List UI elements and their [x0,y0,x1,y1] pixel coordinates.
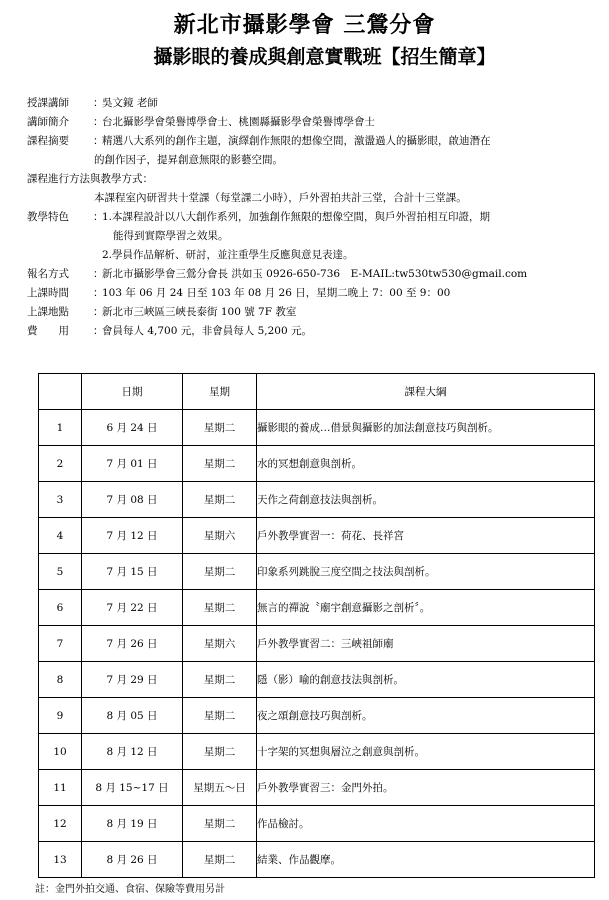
summary-value-cont: 的創作因子，提昇創意無限的影藝空間。 [94,154,283,166]
page-title: 新北市攝影學會 三鶯分會 [173,12,436,38]
bio-row: 講師簡介 ： 台北攝影學會榮譽博學會士、桃園縣攝影學會榮譽博學會士 [27,113,602,132]
schedule-table [38,373,595,878]
row-day: 星期六 [183,626,257,662]
table-row [39,446,595,482]
summary-row: 課程摘要 ： 精選八大系列的創作主題，演繹創作無限的想像空間，激盪過人的攝影眼，啟迪潛在 [27,132,602,151]
row-date: 7 月 29 日 [82,662,183,698]
instructor-row: 授課講師 ： 吳文鏡 老師 [27,94,602,113]
row-day: 星期二 [183,410,257,446]
row-number: 8 [39,662,82,698]
fee-label: 費 用 [27,325,69,337]
header-no [39,374,82,410]
table-row [39,842,595,878]
fee-value: 會員每人 4,700 元，非會員每人 5,200 元。 [102,325,312,337]
registration-row: 報名方式 ： 新北市攝影學會三鶯分會長 洪如玉 0926-650-736 E-MAIL:tw530tw530@gmail.com [27,265,602,284]
features-item-1-cont: 能得到實際學習之效果。 [113,230,229,242]
row-topic: 戶外教學實習二：三峽祖師廟 [257,626,595,662]
row-topic: 戶外教學實習三：金門外拍。 [257,770,595,806]
schedule-body [39,410,595,878]
page-subtitle: 攝影眼的養成與創意實戰班【招生簡章】 [153,46,496,68]
row-topic: 隱（影）喻的創意技法與剖析。 [257,662,595,698]
row-day: 星期二 [183,842,257,878]
bio-value: 台北攝影學會榮譽博學會士、桃園縣攝影學會榮譽博學會士 [102,116,375,128]
row-date: 7 月 15 日 [82,554,183,590]
row-number: 11 [39,770,82,806]
instructor-label: 授課講師 [27,97,69,109]
row-topic: 十字架的冥想與層泣之創意與剖析。 [257,734,595,770]
row-topic: 攝影眼的養成…借景與攝影的加法創意技巧與剖析。 [257,410,595,446]
header-date: 日期 [82,374,183,410]
table-row [39,662,595,698]
table-row [39,410,595,446]
table-row [39,626,595,662]
row-number: 10 [39,734,82,770]
features-item-1: 1.本課程設計以八大創作系列，加強創作無限的想像空間，與戶外習拍相互印證，期 [102,211,491,223]
table-row [39,518,595,554]
row-number: 1 [39,410,82,446]
header-topic: 課程大綱 [257,374,595,410]
row-date: 7 月 22 日 [82,590,183,626]
row-topic: 無言的禪說〝廟宇創意攝影之剖析〞。 [257,590,595,626]
row-number: 3 [39,482,82,518]
row-topic: 水的冥想創意與剖析。 [257,446,595,482]
row-topic: 印象系列跳脫三度空間之技法與剖析。 [257,554,595,590]
row-number: 7 [39,626,82,662]
bio-label: 講師簡介 [27,116,69,128]
row-number: 2 [39,446,82,482]
method-label: 課程進行方法與教學方式： [27,173,153,185]
row-number: 9 [39,698,82,734]
row-date: 8 月 26 日 [82,842,183,878]
row-date: 6 月 24 日 [82,410,183,446]
table-row [39,806,595,842]
row-date: 7 月 01 日 [82,446,183,482]
time-value: 103 年 06 月 24 日至 103 年 08 月 26 日，星期二晚上 7：00 至 9：00 [102,287,451,299]
row-topic: 結業、作品觀摩。 [257,842,595,878]
row-day: 星期二 [183,662,257,698]
row-day: 星期二 [183,590,257,626]
time-label: 上課時間 [27,287,69,299]
place-value: 新北市三峽區三峽長泰街 100 號 7F 教室 [102,306,297,318]
row-day: 星期二 [183,734,257,770]
table-row [39,734,595,770]
features-label: 教學特色 [27,211,69,223]
row-day: 星期五～日 [183,770,257,806]
row-topic: 作品檢討。 [257,806,595,842]
instructor-value: 吳文鏡 老師 [102,97,158,109]
registration-value: 新北市攝影學會三鶯分會長 洪如玉 0926-650-736 E-MAIL:tw530tw530@gmail.com [102,268,528,280]
row-date: 8 月 15~17 日 [82,770,183,806]
table-header-row [39,374,595,410]
row-topic: 夜之頌創意技巧與剖析。 [257,698,595,734]
row-date: 7 月 08 日 [82,482,183,518]
row-topic: 天作之荷創意技法與剖析。 [257,482,595,518]
row-date: 8 月 19 日 [82,806,183,842]
row-number: 6 [39,590,82,626]
footnote: 註：金門外拍交通、食宿、保險等費用另計 [35,884,225,895]
row-number: 13 [39,842,82,878]
row-number: 12 [39,806,82,842]
place-label: 上課地點 [27,306,69,318]
row-date: 8 月 05 日 [82,698,183,734]
row-topic: 戶外教學實習一：荷花、長祥宮 [257,518,595,554]
table-row [39,590,595,626]
registration-label: 報名方式 [27,268,69,280]
table-row [39,770,595,806]
features-row: 教學特色 ： 1.本課程設計以八大創作系列，加強創作無限的想像空間，與戶外習拍相互印證，期 [27,208,602,227]
table-row [39,554,595,590]
row-day: 星期二 [183,806,257,842]
table-row [39,698,595,734]
fee-row: 費 用 ： 會員每人 4,700 元，非會員每人 5,200 元。 [27,322,602,341]
row-day: 星期二 [183,698,257,734]
row-date: 8 月 12 日 [82,734,183,770]
features-item-2: 2.學員作品解析、研討，並注重學生反應與意見表達。 [102,249,354,261]
row-day: 星期二 [183,554,257,590]
row-day: 星期二 [183,482,257,518]
row-date: 7 月 12 日 [82,518,183,554]
time-row: 上課時間 ： 103 年 06 月 24 日至 103 年 08 月 26 日，星期二晚上 7：00 至 9：00 [27,284,602,303]
summary-value: 精選八大系列的創作主題，演繹創作無限的想像空間，激盪過人的攝影眼，啟迪潛在 [102,135,491,147]
place-row: 上課地點 ： 新北市三峽區三峽長泰街 100 號 7F 教室 [27,303,602,322]
row-date: 7 月 26 日 [82,626,183,662]
row-day: 星期六 [183,518,257,554]
method-value: 本課程室內研習共十堂課（每堂課二小時），戶外習拍共計三堂，合計十三堂課。 [94,192,467,204]
course-info [27,94,602,341]
summary-label: 課程摘要 [27,135,69,147]
header-day: 星期 [183,374,257,410]
row-number: 4 [39,518,82,554]
table-row [39,482,595,518]
row-day: 星期二 [183,446,257,482]
row-number: 5 [39,554,82,590]
